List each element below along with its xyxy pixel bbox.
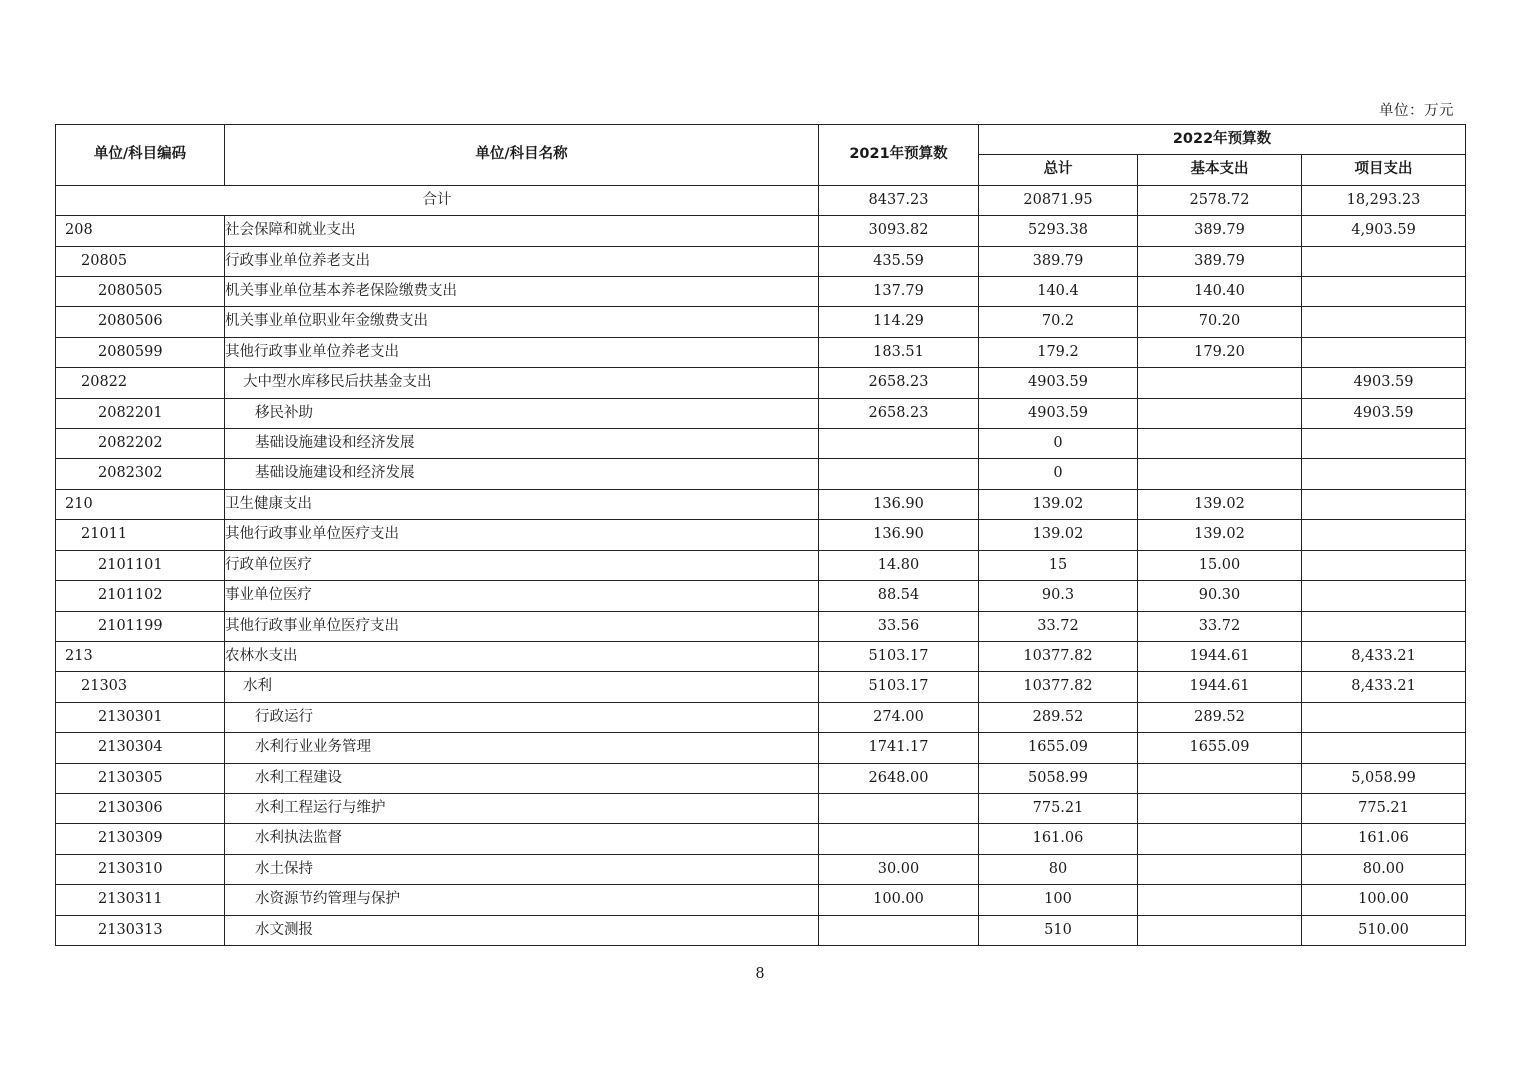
header-basic: 基本支出 (1138, 155, 1302, 185)
cell-name: 行政单位医疗 (225, 550, 819, 580)
cell-project (1302, 702, 1466, 732)
cell-budget-2021 (819, 459, 979, 489)
cell-basic: 90.30 (1138, 581, 1302, 611)
cell-basic (1138, 368, 1302, 398)
table-row (56, 337, 1466, 367)
cell-code: 2101102 (56, 581, 225, 611)
cell-basic: 1655.09 (1138, 733, 1302, 763)
cell-name: 水资源节约管理与保护 (225, 885, 819, 915)
cell-basic: 33.72 (1138, 611, 1302, 641)
cell-name: 水利行业业务管理 (225, 733, 819, 763)
table-row (56, 702, 1466, 732)
cell-name: 水利执法监督 (225, 824, 819, 854)
cell-project: 8,433.21 (1302, 641, 1466, 671)
cell-basic: 389.79 (1138, 216, 1302, 246)
cell-project: 510.00 (1302, 915, 1466, 945)
cell-budget-2021: 5103.17 (819, 641, 979, 671)
cell-total: 4903.59 (979, 368, 1138, 398)
table-row (56, 550, 1466, 580)
cell-name: 社会保障和就业支出 (225, 216, 819, 246)
cell-basic: 15.00 (1138, 550, 1302, 580)
cell-budget-2021: 137.79 (819, 277, 979, 307)
total-2022-project: 18,293.23 (1302, 185, 1466, 215)
header-total: 总计 (979, 155, 1138, 185)
total-2022-total: 20871.95 (979, 185, 1138, 215)
cell-project (1302, 337, 1466, 367)
cell-budget-2021: 33.56 (819, 611, 979, 641)
table-row (56, 368, 1466, 398)
cell-project (1302, 581, 1466, 611)
table-row (56, 216, 1466, 246)
cell-code: 2082202 (56, 429, 225, 459)
cell-code: 2130309 (56, 824, 225, 854)
cell-name: 基础设施建设和经济发展 (225, 459, 819, 489)
cell-code: 21011 (56, 520, 225, 550)
cell-project: 4,903.59 (1302, 216, 1466, 246)
cell-code: 2130313 (56, 915, 225, 945)
cell-budget-2021 (819, 429, 979, 459)
cell-basic (1138, 885, 1302, 915)
cell-project (1302, 277, 1466, 307)
cell-name: 水利 (225, 672, 819, 702)
cell-name: 卫生健康支出 (225, 489, 819, 519)
table-row (56, 307, 1466, 337)
cell-code: 213 (56, 641, 225, 671)
total-row (56, 185, 1466, 215)
table-row (56, 763, 1466, 793)
header-budget-2021: 2021年预算数 (819, 125, 979, 186)
cell-name: 行政事业单位养老支出 (225, 246, 819, 276)
cell-name: 农林水支出 (225, 641, 819, 671)
header-project: 项目支出 (1302, 155, 1466, 185)
cell-name: 其他行政事业单位养老支出 (225, 337, 819, 367)
cell-code: 210 (56, 489, 225, 519)
cell-code: 2101199 (56, 611, 225, 641)
cell-code: 2101101 (56, 550, 225, 580)
cell-total: 0 (979, 459, 1138, 489)
cell-basic (1138, 793, 1302, 823)
cell-basic (1138, 429, 1302, 459)
cell-basic: 289.52 (1138, 702, 1302, 732)
cell-total: 5058.99 (979, 763, 1138, 793)
cell-code: 2130310 (56, 854, 225, 884)
cell-budget-2021: 14.80 (819, 550, 979, 580)
cell-budget-2021: 30.00 (819, 854, 979, 884)
cell-name: 机关事业单位职业年金缴费支出 (225, 307, 819, 337)
table-row (56, 459, 1466, 489)
cell-total: 139.02 (979, 489, 1138, 519)
cell-budget-2021: 88.54 (819, 581, 979, 611)
cell-total: 775.21 (979, 793, 1138, 823)
cell-budget-2021: 136.90 (819, 489, 979, 519)
cell-budget-2021: 3093.82 (819, 216, 979, 246)
cell-basic (1138, 459, 1302, 489)
cell-total: 15 (979, 550, 1138, 580)
cell-name: 大中型水库移民后扶基金支出 (225, 368, 819, 398)
cell-total: 1655.09 (979, 733, 1138, 763)
cell-project (1302, 246, 1466, 276)
cell-total: 70.2 (979, 307, 1138, 337)
cell-project (1302, 429, 1466, 459)
header-code: 单位/科目编码 (56, 125, 225, 186)
cell-code: 2130304 (56, 733, 225, 763)
cell-project (1302, 550, 1466, 580)
cell-total: 389.79 (979, 246, 1138, 276)
table-row (56, 429, 1466, 459)
cell-project: 775.21 (1302, 793, 1466, 823)
cell-budget-2021: 5103.17 (819, 672, 979, 702)
cell-total: 139.02 (979, 520, 1138, 550)
cell-code: 2080599 (56, 337, 225, 367)
cell-basic (1138, 915, 1302, 945)
cell-budget-2021: 435.59 (819, 246, 979, 276)
cell-name: 水利工程运行与维护 (225, 793, 819, 823)
table-row (56, 246, 1466, 276)
table-row (56, 793, 1466, 823)
cell-total: 10377.82 (979, 641, 1138, 671)
cell-total: 0 (979, 429, 1138, 459)
cell-name: 其他行政事业单位医疗支出 (225, 611, 819, 641)
cell-code: 20822 (56, 368, 225, 398)
cell-basic (1138, 824, 1302, 854)
cell-code: 2082201 (56, 398, 225, 428)
unit-note: 单位：万元 (1379, 103, 1454, 119)
cell-project: 80.00 (1302, 854, 1466, 884)
cell-code: 2130305 (56, 763, 225, 793)
cell-code: 2080505 (56, 277, 225, 307)
cell-project: 4903.59 (1302, 398, 1466, 428)
cell-budget-2021 (819, 824, 979, 854)
table-row (56, 641, 1466, 671)
cell-project: 161.06 (1302, 824, 1466, 854)
total-2021: 8437.23 (819, 185, 979, 215)
cell-basic: 70.20 (1138, 307, 1302, 337)
cell-name: 行政运行 (225, 702, 819, 732)
page-number: 8 (755, 966, 765, 982)
cell-project (1302, 733, 1466, 763)
cell-basic: 139.02 (1138, 520, 1302, 550)
cell-total: 5293.38 (979, 216, 1138, 246)
cell-project (1302, 307, 1466, 337)
table-row (56, 824, 1466, 854)
cell-budget-2021: 183.51 (819, 337, 979, 367)
header-budget-2022: 2022年预算数 (979, 125, 1466, 155)
cell-total: 179.2 (979, 337, 1138, 367)
table-body (56, 185, 1466, 945)
cell-total: 100 (979, 885, 1138, 915)
cell-name: 水文测报 (225, 915, 819, 945)
cell-code: 2082302 (56, 459, 225, 489)
cell-name: 机关事业单位基本养老保险缴费支出 (225, 277, 819, 307)
cell-code: 2080506 (56, 307, 225, 337)
cell-project (1302, 611, 1466, 641)
cell-total: 161.06 (979, 824, 1138, 854)
cell-budget-2021: 114.29 (819, 307, 979, 337)
cell-code: 2130301 (56, 702, 225, 732)
cell-name: 其他行政事业单位医疗支出 (225, 520, 819, 550)
cell-project: 8,433.21 (1302, 672, 1466, 702)
cell-project: 5,058.99 (1302, 763, 1466, 793)
cell-code: 2130311 (56, 885, 225, 915)
table-row (56, 611, 1466, 641)
table-row (56, 581, 1466, 611)
table-row (56, 398, 1466, 428)
cell-total: 90.3 (979, 581, 1138, 611)
table-row (56, 733, 1466, 763)
cell-name: 基础设施建设和经济发展 (225, 429, 819, 459)
cell-code: 21303 (56, 672, 225, 702)
cell-total: 140.4 (979, 277, 1138, 307)
table-header (56, 125, 1466, 186)
cell-code: 208 (56, 216, 225, 246)
table-row (56, 885, 1466, 915)
cell-basic (1138, 854, 1302, 884)
cell-budget-2021 (819, 915, 979, 945)
header-name: 单位/科目名称 (225, 125, 819, 186)
cell-budget-2021 (819, 793, 979, 823)
cell-total: 33.72 (979, 611, 1138, 641)
cell-basic (1138, 398, 1302, 428)
cell-project (1302, 520, 1466, 550)
cell-total: 510 (979, 915, 1138, 945)
cell-budget-2021: 1741.17 (819, 733, 979, 763)
cell-budget-2021: 274.00 (819, 702, 979, 732)
cell-budget-2021: 136.90 (819, 520, 979, 550)
cell-basic: 1944.61 (1138, 672, 1302, 702)
cell-budget-2021: 2658.23 (819, 398, 979, 428)
cell-project (1302, 459, 1466, 489)
table-row (56, 915, 1466, 945)
table-row (56, 854, 1466, 884)
cell-project: 4903.59 (1302, 368, 1466, 398)
cell-name: 水利工程建设 (225, 763, 819, 793)
cell-basic: 179.20 (1138, 337, 1302, 367)
cell-total: 80 (979, 854, 1138, 884)
budget-table (55, 124, 1466, 946)
cell-basic: 1944.61 (1138, 641, 1302, 671)
table-row (56, 489, 1466, 519)
cell-total: 4903.59 (979, 398, 1138, 428)
cell-name: 水土保持 (225, 854, 819, 884)
cell-basic: 139.02 (1138, 489, 1302, 519)
cell-project (1302, 489, 1466, 519)
cell-total: 10377.82 (979, 672, 1138, 702)
cell-total: 289.52 (979, 702, 1138, 732)
cell-name: 移民补助 (225, 398, 819, 428)
total-2022-basic: 2578.72 (1138, 185, 1302, 215)
cell-code: 2130306 (56, 793, 225, 823)
cell-basic: 140.40 (1138, 277, 1302, 307)
cell-name: 事业单位医疗 (225, 581, 819, 611)
cell-budget-2021: 2648.00 (819, 763, 979, 793)
cell-budget-2021: 100.00 (819, 885, 979, 915)
cell-budget-2021: 2658.23 (819, 368, 979, 398)
table-row (56, 520, 1466, 550)
cell-basic: 389.79 (1138, 246, 1302, 276)
total-label: 合计 (56, 185, 819, 215)
cell-project: 100.00 (1302, 885, 1466, 915)
table-row (56, 277, 1466, 307)
table-row (56, 672, 1466, 702)
cell-code: 20805 (56, 246, 225, 276)
cell-basic (1138, 763, 1302, 793)
